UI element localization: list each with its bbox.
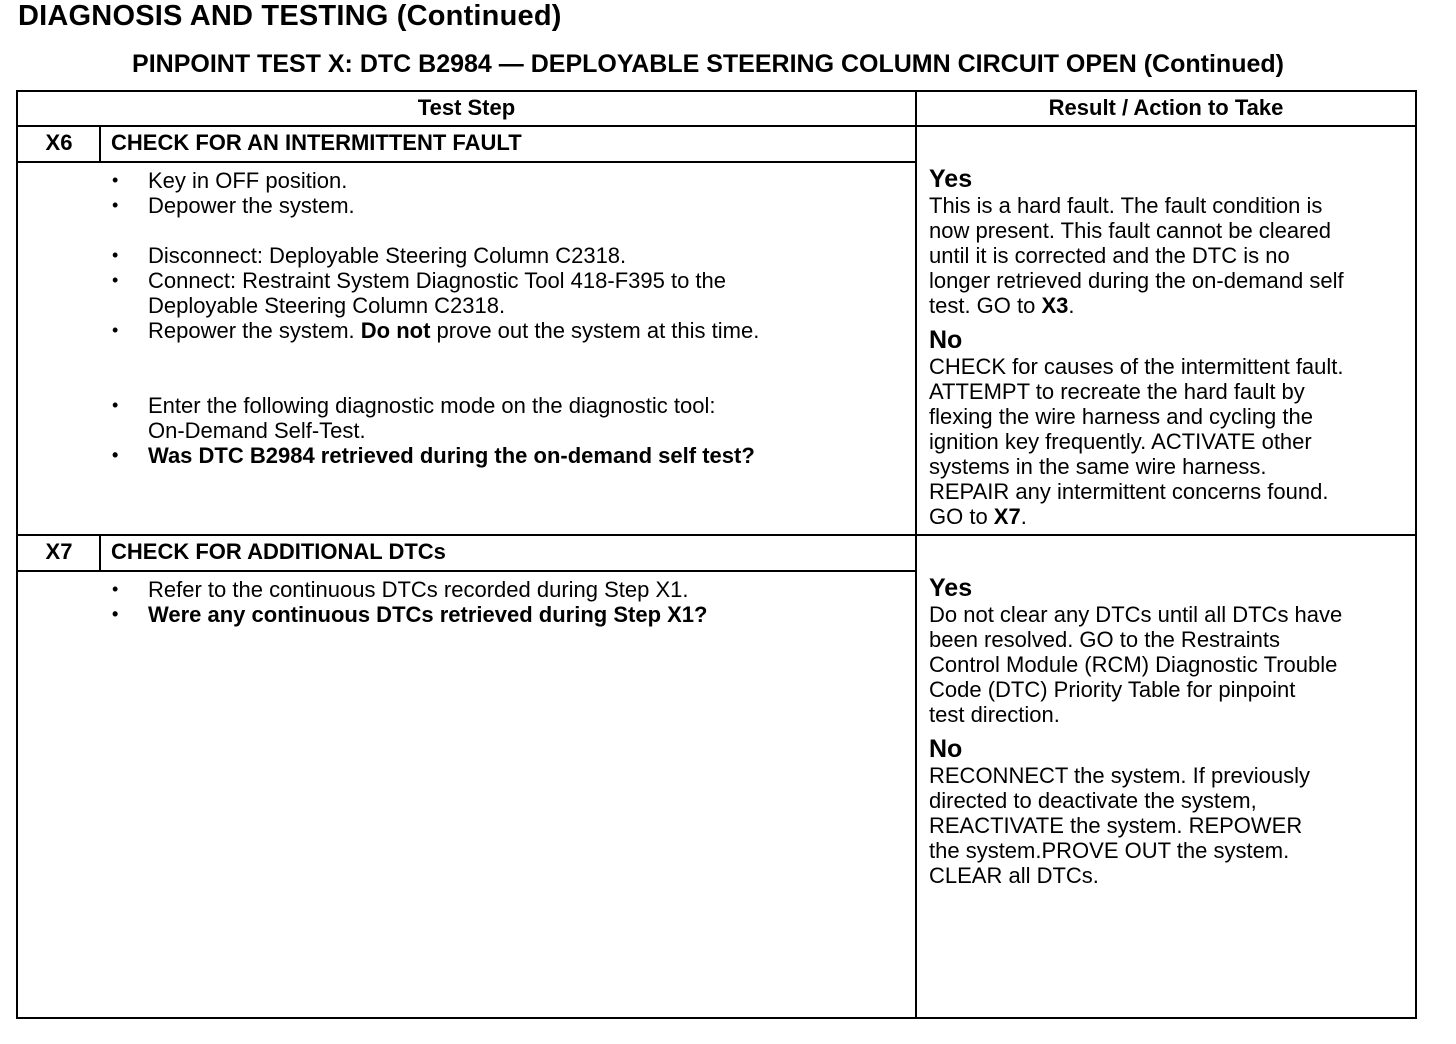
list-item: • Enter the following diagnostic mode on the diagnostic tool: On-Demand Self-Test. [108, 393, 759, 443]
result-text-end: . [1020, 504, 1027, 529]
step-x7-actions [108, 577, 707, 627]
list-item: • Connect: Restraint System Diagnostic Tool 418-F395 to the Deployable Steering Column C2318. [108, 268, 759, 318]
step-id-x6: X6 [45, 130, 73, 155]
list-item: • Depower the system. [108, 193, 759, 218]
step-x6-actions [108, 168, 759, 468]
goto-step-link[interactable]: X7 [993, 504, 1021, 529]
list-item [108, 318, 759, 343]
goto-step-link[interactable]: X3 [1041, 293, 1069, 318]
column-divider [915, 90, 917, 1019]
step-title-x6: CHECK FOR AN INTERMITTENT FAULT [111, 130, 522, 155]
result-text: CHECK for causes of the intermittent fault. ATTEMPT to recreate the hard fault by flexing the wire harness and cycling the ignition key frequently. ACTIVATE other systems in the same wire harness. REPAIR any intermittent concerns found. GO to [929, 354, 1344, 529]
result-no-label: No [929, 735, 963, 763]
result-text-end: . [1068, 293, 1075, 318]
header-divider [16, 125, 1417, 127]
result-no-label: No [929, 326, 963, 354]
step-divider [16, 534, 1417, 536]
list-item: • Key in OFF position. [108, 168, 759, 193]
page-title: DIAGNOSIS AND TESTING (Continued) [18, 0, 562, 32]
step-question: • Was DTC B2984 retrieved during the on-demand self test? [108, 443, 759, 468]
list-item: • Disconnect: Deployable Steering Column C2318. [108, 243, 759, 268]
step-x7-result [929, 574, 1415, 888]
step-x6-result [929, 165, 1415, 529]
result-text: This is a hard fault. The fault condition is now present. This fault cannot be cleared until it is corrected and the DTC is no longer retrieved during the on-demand self test. GO to [929, 193, 1344, 318]
result-yes-label: Yes [929, 574, 973, 602]
step-x6-title-divider [16, 161, 916, 163]
column-header-test-step: Test Step [417, 95, 516, 120]
result-yes [929, 574, 1415, 727]
step-id-x7: X7 [45, 539, 73, 564]
action-text: Repower the system. [148, 318, 361, 343]
action-text: prove out the system at this time. [430, 318, 760, 343]
result-no-text [929, 354, 1415, 529]
list-item: • Refer to the continuous DTCs recorded during Step X1. [108, 577, 707, 602]
result-yes-text [929, 193, 1415, 318]
result-yes-label: Yes [929, 165, 973, 193]
pinpoint-test-title: PINPOINT TEST X: DTC B2984 — DEPLOYABLE STEERING COLUMN CIRCUIT OPEN (Continued) [132, 50, 1284, 78]
result-no [929, 735, 1415, 888]
action-emphasis: Do not [360, 318, 431, 343]
result-yes [929, 165, 1415, 318]
result-yes-text: Do not clear any DTCs until all DTCs have been resolved. GO to the Restraints Control Module (RCM) Diagnostic Trouble Code (DTC) Priority Table for pinpoint test direction. [929, 602, 1343, 727]
step-title-x7: CHECK FOR ADDITIONAL DTCs [111, 539, 446, 564]
result-no [929, 326, 1415, 529]
result-no-text: RECONNECT the system. If previously directed to deactivate the system, REACTIVATE the system. REPOWER the system.PROVE OUT the system. CLEAR all DTCs. [929, 763, 1311, 888]
step-x7-title-divider [16, 570, 916, 572]
column-header-result-action: Result / Action to Take [1048, 95, 1284, 120]
step-question: • Were any continuous DTCs retrieved during Step X1? [108, 602, 707, 627]
